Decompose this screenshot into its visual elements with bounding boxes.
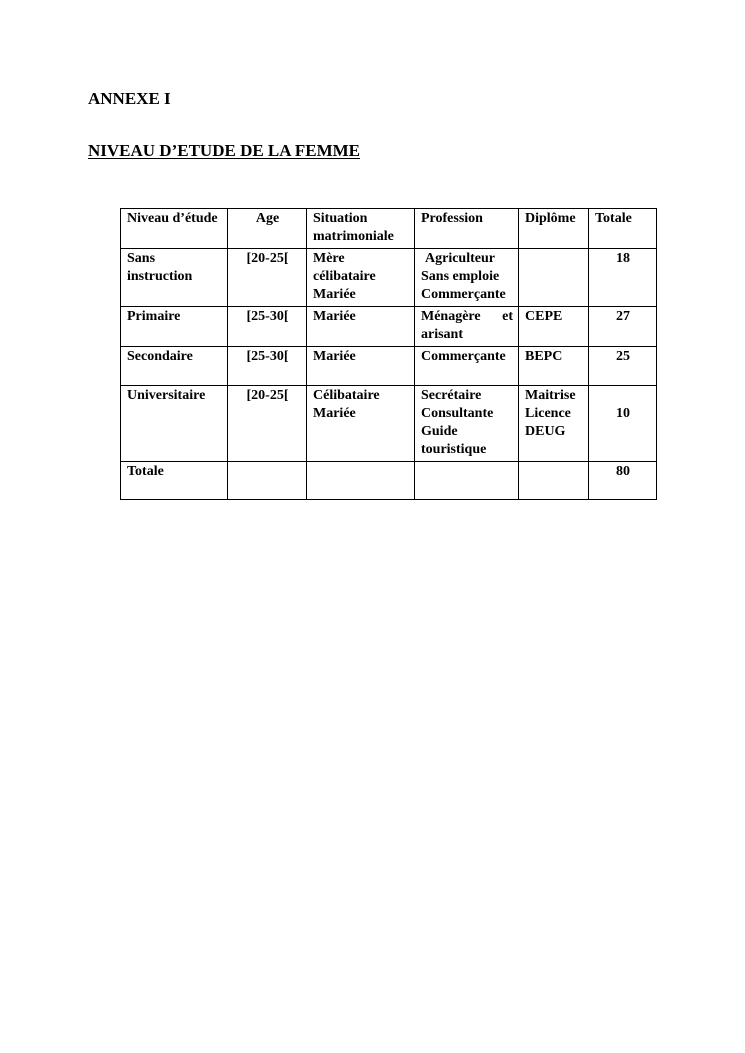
header-totale: Totale <box>589 209 657 249</box>
cell-diplome <box>519 386 589 462</box>
cell-line: célibataire <box>313 269 376 284</box>
cell-line: Mariée <box>313 406 356 421</box>
cell-line: Sans emploie <box>421 269 500 284</box>
header-profession: Profession <box>415 209 519 249</box>
cell-niveau: Secondaire <box>121 347 228 386</box>
cell-profession: Commerçante <box>415 347 519 386</box>
cell-age: [20-25[ <box>228 386 307 462</box>
header-niveau: Niveau d’étude <box>121 209 228 249</box>
cell-situation: Mariée <box>307 347 415 386</box>
cell-totale: 27 <box>589 307 657 347</box>
cell-empty <box>519 462 589 500</box>
cell-niveau <box>121 249 228 307</box>
table-total-row <box>121 462 657 500</box>
cell-line: Mère <box>313 251 345 266</box>
cell-diplome: CEPE <box>519 307 589 347</box>
cell-line: touristique <box>421 442 487 457</box>
cell-line: arisant <box>421 327 463 342</box>
cell-line: Secrétaire <box>421 388 482 403</box>
table-row <box>121 347 657 386</box>
cell-empty <box>307 462 415 500</box>
table-row <box>121 249 657 307</box>
cell-line: Sans <box>127 251 156 266</box>
table-row <box>121 307 657 347</box>
cell-totale: 18 <box>589 249 657 307</box>
cell-line: Agriculteur <box>425 251 495 266</box>
table-row <box>121 386 657 462</box>
education-level-table <box>120 208 657 500</box>
cell-totale: 25 <box>589 347 657 386</box>
cell-age: [25-30[ <box>228 347 307 386</box>
cell-line: Licence <box>525 406 571 421</box>
cell-line: Mariée <box>313 287 356 302</box>
cell-line: Consultante <box>421 406 494 421</box>
cell-line: Maitrise <box>525 388 576 403</box>
section-title: NIVEAU D’ETUDE DE LA FEMME <box>88 141 361 160</box>
cell-age: [25-30[ <box>228 307 307 347</box>
cell-diplome <box>519 249 589 307</box>
header-age: Age <box>228 209 307 249</box>
cell-line <box>421 308 513 326</box>
annex-title: ANNEXE I <box>88 89 171 108</box>
cell-situation: Mariée <box>307 307 415 347</box>
cell-profession <box>415 249 519 307</box>
cell-word: Ménagère <box>421 309 481 324</box>
cell-line: Guide <box>421 424 458 439</box>
table-header-row <box>121 209 657 249</box>
cell-profession <box>415 307 519 347</box>
cell-empty <box>415 462 519 500</box>
cell-total-label: Totale <box>121 462 228 500</box>
cell-line: Commerçante <box>421 287 506 302</box>
cell-line: Célibataire <box>313 388 380 403</box>
cell-age: [20-25[ <box>228 249 307 307</box>
cell-line: 10 <box>616 406 630 421</box>
cell-word: et <box>502 309 513 324</box>
cell-situation <box>307 386 415 462</box>
cell-profession <box>415 386 519 462</box>
cell-diplome: BEPC <box>519 347 589 386</box>
cell-situation <box>307 249 415 307</box>
cell-totale <box>589 386 657 462</box>
header-diplome: Diplôme <box>519 209 589 249</box>
cell-niveau: Universitaire <box>121 386 228 462</box>
cell-total-value: 80 <box>589 462 657 500</box>
header-situation: Situation matrimoniale <box>307 209 415 249</box>
cell-line: DEUG <box>525 424 566 439</box>
cell-line: instruction <box>127 269 193 284</box>
cell-niveau: Primaire <box>121 307 228 347</box>
cell-empty <box>228 462 307 500</box>
